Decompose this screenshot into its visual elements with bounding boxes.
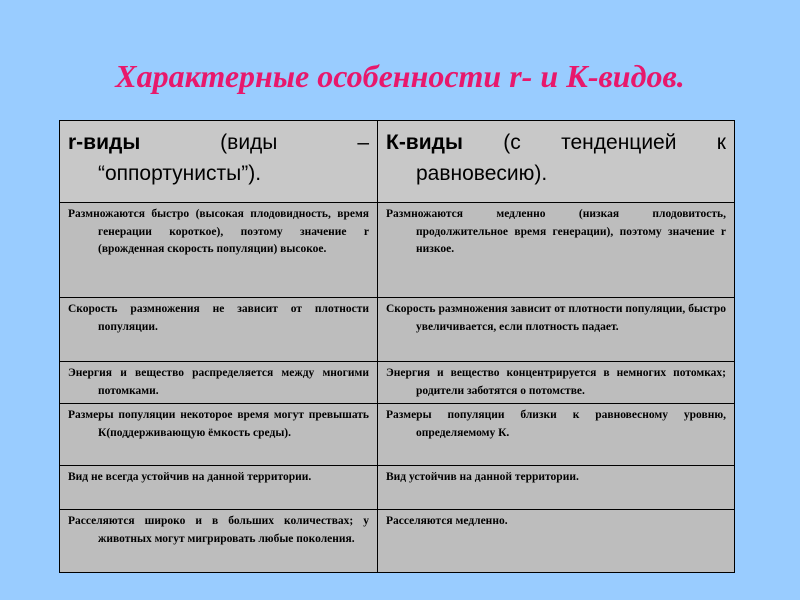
table-row [60, 466, 735, 510]
cell-r-text: Расселяются широко и в больших количествах; у животных могут мигрировать любые поколения. [68, 515, 369, 545]
cell-k [378, 362, 735, 404]
header-k-species [378, 121, 735, 203]
table-row [60, 362, 735, 404]
header-r-species-term: r-виды [68, 131, 141, 154]
cell-r [60, 404, 378, 466]
cell-k-text: Размножаются медленно (низкая плодовитость, продолжительное время генерации), поэтому значение r низкое. [386, 208, 726, 255]
header-r-species [60, 121, 378, 203]
cell-k [378, 510, 735, 573]
cell-r-text: Размеры популяции некоторое время могут превышать К(поддерживающую ёмкость среды). [68, 409, 369, 439]
cell-k-text: Энергия и вещество концентрируется в немногих потомках; родители заботятся о потомстве. [386, 367, 726, 397]
cell-k [378, 404, 735, 466]
cell-r [60, 298, 378, 362]
table-row [60, 203, 735, 298]
table-row [60, 298, 735, 362]
cell-r [60, 362, 378, 404]
cell-r [60, 510, 378, 573]
cell-k [378, 298, 735, 362]
header-k-species-desc: (с тенденцией к равновесию). [416, 131, 726, 185]
header-k-species-term: К-виды [386, 131, 463, 154]
table-row [60, 510, 735, 573]
slide-title: Характерные особенности r- и К-видов. [115, 58, 685, 94]
cell-r-text: Вид не всегда устойчив на данной территории. [68, 471, 312, 483]
comparison-table [59, 120, 735, 573]
cell-k [378, 203, 735, 298]
cell-k-text: Вид устойчив на данной территории. [386, 471, 579, 483]
cell-k-text: Скорость размножения зависит от плотности популяции, быстро увеличивается, если плотность падает. [386, 303, 726, 333]
cell-r [60, 203, 378, 298]
cell-k-text: Расселяются медленно. [386, 515, 508, 527]
cell-r-text: Энергия и вещество распределяется между многими потомками. [68, 367, 369, 397]
table-row [60, 404, 735, 466]
cell-r-text: Скорость размножения не зависит от плотности популяции. [68, 303, 369, 333]
cell-r-text: Размножаются быстро (высокая плодовидность, время генерации короткое), поэтому значение r (врожденная скорость популяции) высокое. [68, 208, 369, 255]
table-header-row [60, 121, 735, 203]
cell-k-text: Размеры популяции близки к равновесному уровню, определяемому К. [386, 409, 726, 439]
cell-k [378, 466, 735, 510]
cell-r [60, 466, 378, 510]
header-r-species-desc: (виды – “оппортунисты”). [98, 131, 369, 185]
